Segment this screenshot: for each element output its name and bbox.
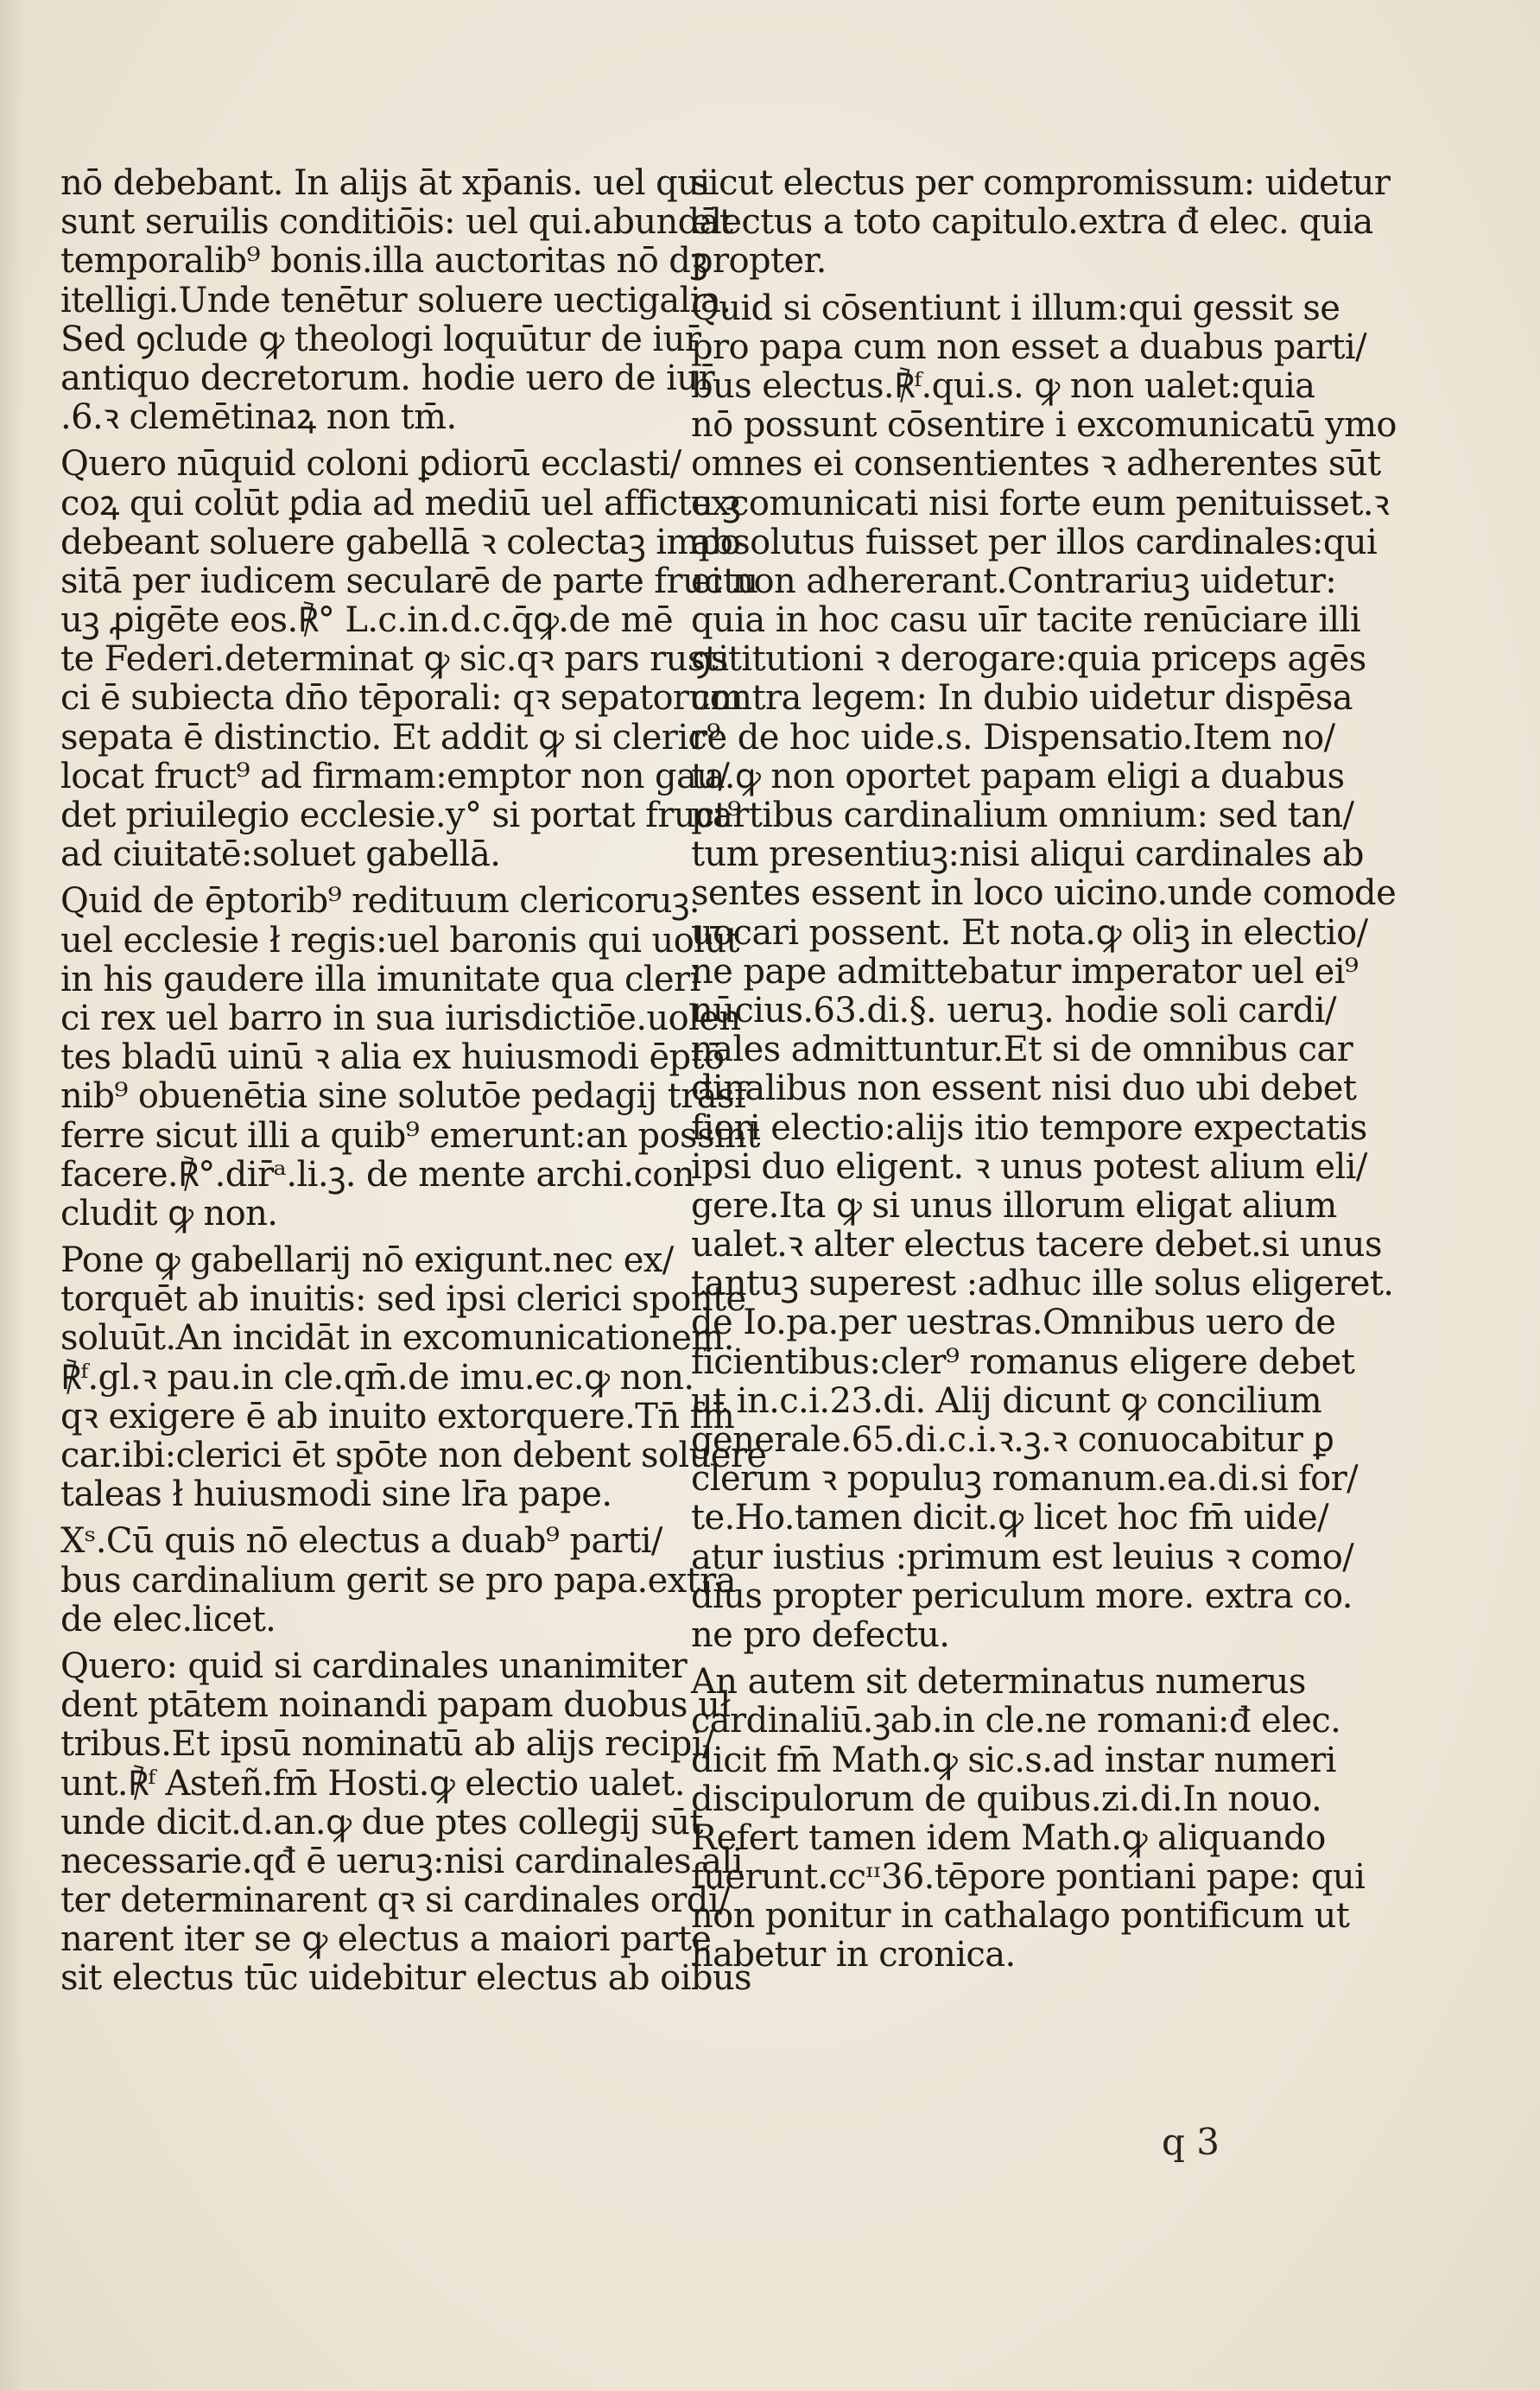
text-line: cludit ꝙ non. xyxy=(60,1193,278,1234)
text-line: ficientibus:cler⁹ romanus eligere debet xyxy=(691,1341,1355,1382)
text-line: de elec.licet. xyxy=(60,1599,276,1639)
text-line: absolutus fuisset per illos cardinales:qui xyxy=(691,522,1378,562)
text-line: ipsi duo eligent. ꝛ unus potest alium eli/ xyxy=(691,1146,1367,1187)
text-line: Xˢ.Cū quis nō electus a duab⁹ parti/ xyxy=(60,1521,662,1562)
text-line: ferre sicut illi a quib⁹ emerunt:an possint xyxy=(60,1115,760,1156)
text-line: sicut electus per compromissum: uidetur xyxy=(691,163,1391,203)
text-line: det priuilegio ecclesie.y° si portat fruct⁹ xyxy=(60,796,741,835)
text-line: partibus cardinalium omnium: sed tan/ xyxy=(691,796,1354,835)
text-line: Refert tamen idem Math.ꝙ aliquando xyxy=(691,1817,1326,1858)
text-line: facere.℟°.dir̄ᵃ.li.ꝫ. de mente archi.con xyxy=(60,1154,694,1195)
text-line: ne pape admittebatur imperator uel ei⁹ xyxy=(691,951,1359,992)
text-line: nō debebant. In alijs āt xp̄anis. uel qui xyxy=(60,163,710,203)
text-line: ne pro defectu. xyxy=(691,1614,950,1655)
text-line: nūcius.63.di.§. ueruꝫ. hodie soli cardi/ xyxy=(691,990,1336,1031)
text-line: ci rex uel barro in sua iurisdictiōe.uolen xyxy=(60,998,741,1038)
text-line: bus electus.℟ᶠ.qui.s. ꝙ non ualet:quia xyxy=(691,365,1315,406)
text-line: non ponitur in cathalago pontificum ut xyxy=(691,1896,1350,1937)
text-line: tum presentiuꝫ:nisi aliqui cardinales ab xyxy=(691,834,1364,875)
text-line: clerum ꝛ populuꝫ romanum.ea.di.si for/ xyxy=(691,1459,1359,1500)
text-line: propter. xyxy=(691,241,827,282)
text-line: unde dicit.d.an.ꝙ due ptes collegij sūt xyxy=(60,1802,703,1842)
folio-signature: q 3 xyxy=(1162,2121,1220,2163)
text-line: fieri electio:alijs itio tempore expectatis xyxy=(691,1107,1367,1148)
text-line: atur iustius :primum est leuius ꝛ como/ xyxy=(691,1537,1354,1577)
text-line: Quid si cōsentiunt i illum:qui gessit se xyxy=(691,288,1340,328)
text-line: quia in hoc casu uīr tacite renūciare illi xyxy=(691,600,1361,641)
text-line: sepata ē distinctio. Et addit ꝙ si cleric⁹ xyxy=(60,717,720,758)
text-line: ℟ᶠ.gl.ꝛ pau.in cle.qm̄.de imu.ec.ꝙ non. xyxy=(60,1357,694,1398)
text-line: sitā per iudicem secularē de parte fructu xyxy=(60,561,758,601)
gutter-shadow xyxy=(0,0,24,2391)
text-line: uel ecclesie ł regis:uel baronis qui uolūt xyxy=(60,920,740,961)
text-line: dicit fm̄ Math.ꝙ sic.s.ad instar numeri xyxy=(691,1740,1336,1780)
text-line: .6.ꝛ clemētinaꝝ non tm̄. xyxy=(60,397,457,438)
text-line: An autem sit determinatus numerus xyxy=(691,1662,1306,1703)
text-line: ut in.c.i.23.di. Alij dicunt ꝙ concilium xyxy=(691,1380,1322,1421)
text-line: ei non adhererant.Contrariuꝫ uidetur: xyxy=(691,561,1337,601)
text-line: qꝛ exigere ē ab inuito extorquere.Tn̄ fm̄ xyxy=(60,1396,735,1437)
text-line: sentes essent in loco uicino.unde comode xyxy=(691,873,1397,914)
text-line: car.ibi:clerici ēt spōte non debent soluere xyxy=(60,1436,767,1475)
text-line: sit electus tūc uidebitur electus ab oibus xyxy=(60,1958,751,1999)
text-line: de Io.pa.per uestras.Omnibus uero de xyxy=(691,1303,1336,1343)
text-line: narent iter se ꝙ electus a maiori parte xyxy=(60,1919,712,1960)
text-line: ci ē subiecta dn̄o tēporali: qꝛ sepatorum xyxy=(60,678,743,719)
text-line: dent ptātem noinandi papam duobus uł xyxy=(60,1685,731,1726)
text-line: sunt seruilis conditiōis: uel qui.abundāt xyxy=(60,202,733,243)
text-line: itelligi.Unde tenētur soluere uectigalia. xyxy=(60,280,732,320)
right-text-column xyxy=(691,163,1397,1976)
text-line: nib⁹ obuenētia sine solutōe pedagij trāsf xyxy=(60,1076,747,1117)
text-line: temporalib⁹ bonis.illa auctoritas nō dꝫ xyxy=(60,241,708,282)
text-line: cardinaliū.ꝫab.in cle.ne romani:đ elec. xyxy=(691,1701,1341,1741)
text-line: ter determinarent qꝛ si cardinales ordi/ xyxy=(60,1880,730,1921)
text-line: necessarie.qđ ē ueruꝫ:nisi cardinales ali xyxy=(60,1841,743,1881)
text-line: re de hoc uide.s. Dispensatio.Item no/ xyxy=(691,717,1335,758)
text-line: omnes ei consentientes ꝛ adherentes sūt xyxy=(691,444,1381,485)
text-line: nales admittuntur.Et si de omnibus car xyxy=(691,1030,1353,1070)
text-line: dius propter periculum more. extra co. xyxy=(691,1576,1353,1616)
text-line: contra legem: In dubio uidetur dispēsa xyxy=(691,678,1353,719)
text-line: tantuꝫ superest :adhuc ille solus eligeret. xyxy=(691,1264,1394,1304)
text-line: habetur in cronica. xyxy=(691,1935,1016,1976)
text-line: bus cardinalium gerit se pro papa.extra xyxy=(60,1560,736,1601)
text-line: in his gaudere illa imunitate qua cleri xyxy=(60,959,700,999)
text-line: electus a toto capitulo.extra đ elec. quia xyxy=(691,202,1373,243)
text-line: generale.65.di.c.i.ꝛ.ꝫ.ꝛ conuocabitur ꝑ xyxy=(691,1420,1334,1460)
text-line: uꝫ ꝓigēte eos.℟° L.c.in.d.c.q̄ꝙ.de mē xyxy=(60,600,674,641)
text-line: ta.ꝙ non oportet papam eligi a duabus xyxy=(691,756,1345,796)
text-line: locat fruct⁹ ad firmam:emptor non gau/ xyxy=(60,756,730,796)
text-line: dinalibus non essent nisi duo ubi debet xyxy=(691,1069,1357,1109)
text-line: te.Ho.tamen dicit.ꝙ licet hoc fm̄ uide/ xyxy=(691,1498,1328,1538)
text-line: torquēt ab inuitis: sed ipsi clerici sponte xyxy=(60,1279,746,1320)
text-line: nō possunt cōsentire i excomunicatū ymo xyxy=(691,405,1397,446)
text-line: unt.℟ᶠ Asteñ.fm̄ Hosti.ꝙ electio ualet. xyxy=(60,1763,685,1804)
text-line: Quero nūquid coloni ꝑdiorū ecclasti/ xyxy=(60,444,681,485)
text-line: antiquo decretorum. hodie uero de iur̄ xyxy=(60,358,714,398)
text-line: taleas ł huiusmodi sine lr̄a pape. xyxy=(60,1475,612,1515)
text-line: fuerunt.ccᶦᶦ36.tēpore pontiani pape: qui xyxy=(691,1857,1366,1898)
text-line: ꝯstitutioni ꝛ derogare:quia priceps agēs xyxy=(691,639,1366,680)
text-line: Quid de ēptorib⁹ redituum clericoruꝫ. xyxy=(60,881,700,922)
text-line: ualet.ꝛ alter electus tacere debet.si unus xyxy=(691,1225,1382,1265)
text-line: tribus.Et ipsū nominatū ab alijs recipi/ xyxy=(60,1724,713,1765)
text-line: ad ciuitatē:soluet gabellā. xyxy=(60,834,501,875)
text-line: pro papa cum non esset a duabus parti/ xyxy=(691,327,1366,367)
text-line: gere.Ita ꝙ si unus illorum eligat alium xyxy=(691,1185,1337,1226)
text-line: tes bladū uinū ꝛ alia ex huiusmodi ēptō xyxy=(60,1037,725,1078)
text-line: Pone ꝙ gabellarij nō exigunt.nec ex/ xyxy=(60,1240,674,1281)
text-line: Quero: quid si cardinales unanimiter xyxy=(60,1646,688,1686)
text-line: discipulorum de quibus.zi.di.In nouo. xyxy=(691,1779,1322,1819)
text-line: uocari possent. Et nota.ꝙ oliꝫ in electio/ xyxy=(691,912,1368,953)
text-line: excomunicati nisi forte eum penituisset.ꝛ xyxy=(691,483,1390,523)
text-line: te Federi.determinat ꝙ sic.qꝛ pars rusti xyxy=(60,639,729,680)
text-line: coꝝ qui colūt ꝑdia ad mediū uel affictu ꝫ xyxy=(60,483,741,523)
text-line: Sed ꝯclude ꝙ theologi loquūtur de iur̄ xyxy=(60,319,701,359)
text-line: soluūt.An incidāt in excomunicationem. xyxy=(60,1318,734,1359)
text-line: debeant soluere gabellā ꝛ colectaꝫ impo xyxy=(60,522,741,562)
